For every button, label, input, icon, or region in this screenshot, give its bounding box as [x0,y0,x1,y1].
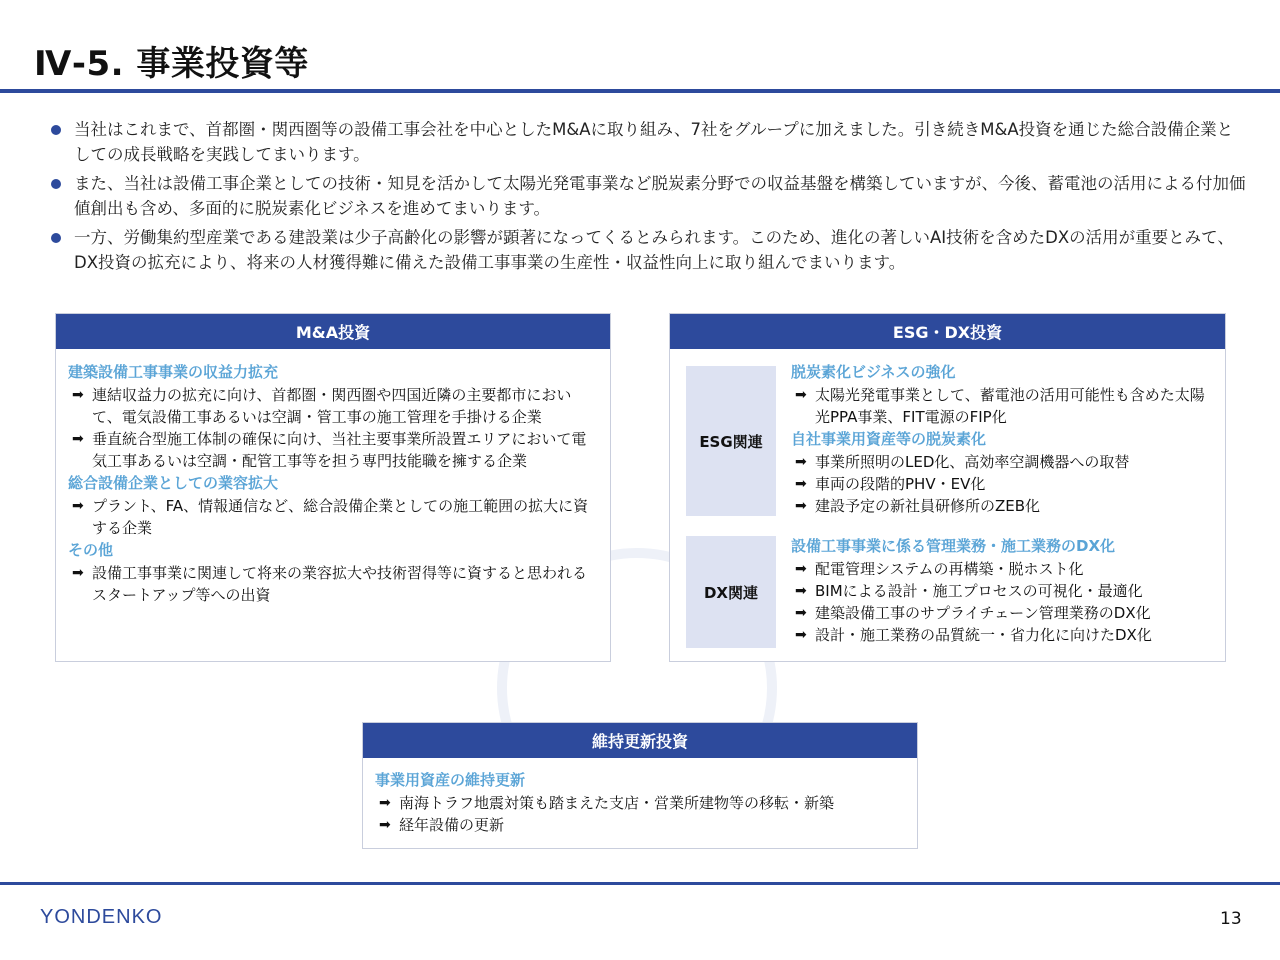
arrow-right-icon: ➡ [795,476,807,492]
intro-bullet-2: また、当社は設備工事企業としての技術・知見を活かして太陽光発電事業など脱炭素分野での収益基盤を構築していますが、今後、蓄電池の活用による付加価値創出も含め、多面的に脱炭素化ビジネスを進めてまいります。 [48,171,1248,221]
list-item: ➡ 建設予定の新社員研修所のZEB化 [795,497,1041,515]
arrow-right-icon: ➡ [72,498,84,514]
list-item: ➡ 垂直統合型施工体制の確保に向け、当社主要事業所設置エリアにおいて電気工事あるいは空調・配管工事等を担う専門技能職を擁する企業 [72,430,587,470]
esg-item-list [791,384,1215,428]
list-item: ➡ 車両の段階的PHV・EV化 [795,475,986,493]
ma-section-title: 建築設備工事事業の収益力拡充 [68,363,279,381]
arrow-right-icon: ➡ [795,561,807,577]
dx-category-label: DX関連 [686,536,776,648]
arrow-right-icon: ➡ [72,431,84,447]
arrow-right-icon: ➡ [72,387,84,403]
dx-item-list [791,558,1215,646]
ma-section-title: その他 [68,541,114,559]
maintenance-section-title: 事業用資産の維持更新 [375,771,526,789]
dx-content [791,535,1215,646]
arrow-right-icon: ➡ [795,387,807,403]
maintenance-investment-panel [362,722,918,849]
page-title: Ⅳ-5. 事業投資等 [34,44,309,84]
esg-section-title: 自社事業用資産等の脱炭素化 [791,430,987,448]
list-item: ➡ プラント、FA、情報通信など、総合設備企業としての施工範囲の拡大に資する企業 [72,497,589,537]
arrow-right-icon: ➡ [795,454,807,470]
arrow-right-icon: ➡ [795,583,807,599]
esg-section-title: 脱炭素化ビジネスの強化 [791,363,956,381]
list-item: ➡ 設備工事事業に関連して将来の業容拡大や技術習得等に資すると思われるスタートアップ等への出資 [72,564,588,604]
list-item: ➡ 配電管理システムの再構築・脱ホスト化 [795,560,1084,578]
esg-dx-investment-panel [669,313,1226,662]
arrow-right-icon: ➡ [795,498,807,514]
esg-content [791,361,1215,517]
esg-item-list [791,451,1215,517]
esg-dx-panel-header: ESG・DX投資 [670,314,1225,349]
list-item: ➡ 事業所照明のLED化、高効率空調機器への取替 [795,453,1130,471]
ma-item-list [68,384,596,472]
maintenance-panel-header: 維持更新投資 [363,723,917,758]
arrow-right-icon: ➡ [379,817,391,833]
footer-divider [0,882,1280,885]
ma-panel-body [68,361,596,606]
arrow-right-icon: ➡ [795,605,807,621]
list-item: ➡ 太陽光発電事業として、蓄電池の活用可能性も含めた太陽光PPA事業、FIT電源のFIP化 [795,386,1205,426]
list-item: ➡ 経年設備の更新 [379,816,505,834]
ma-panel-header: M&A投資 [56,314,610,349]
intro-list [48,117,1248,279]
intro-bullet-3: 一方、労働集約型産業である建設業は少子高齢化の影響が顕著になってくるとみられます。このため、進化の著しいAI技術を含めたDXの活用が重要とみて、DX投資の拡充により、将来の人材獲得難に備えた設備工事事業の生産性・収益性向上に取り組んでまいります。 [48,225,1248,275]
list-item: ➡ 建築設備工事のサプライチェーン管理業務のDX化 [795,604,1151,622]
page-number: 13 [1220,909,1242,929]
company-logo: YONDENKO [40,906,163,928]
ma-item-list [68,495,596,539]
ma-investment-panel [55,313,611,662]
title-divider [0,89,1280,93]
maintenance-panel-body [375,769,903,836]
arrow-right-icon: ➡ [379,795,391,811]
list-item: ➡ 連結収益力の拡充に向け、首都圏・関西圏や四国近隣の主要都市において、電気設備工事あるいは空調・管工事の施工管理を手掛ける企業 [72,386,572,426]
dx-section-title: 設備工事事業に係る管理業務・施工業務のDX化 [791,537,1116,555]
ma-section-title: 総合設備企業としての業容拡大 [68,474,279,492]
maintenance-item-list [375,792,903,836]
esg-category-label: ESG関連 [686,366,776,516]
list-item: ➡ 南海トラフ地震対策も踏まえた支店・営業所建物等の移転・新築 [379,794,835,812]
arrow-right-icon: ➡ [72,565,84,581]
intro-bullet-1: 当社はこれまで、首都圏・関西圏等の設備工事会社を中心としたM&Aに取り組み、7社をグループに加えました。引き続きM&A投資を通じた総合設備企業としての成長戦略を実践してまいります。 [48,117,1248,167]
list-item: ➡ 設計・施工業務の品質統一・省力化に向けたDX化 [795,626,1152,644]
arrow-right-icon: ➡ [795,627,807,643]
list-item: ➡ BIMによる設計・施工プロセスの可視化・最適化 [795,582,1143,600]
ma-item-list [68,562,596,606]
